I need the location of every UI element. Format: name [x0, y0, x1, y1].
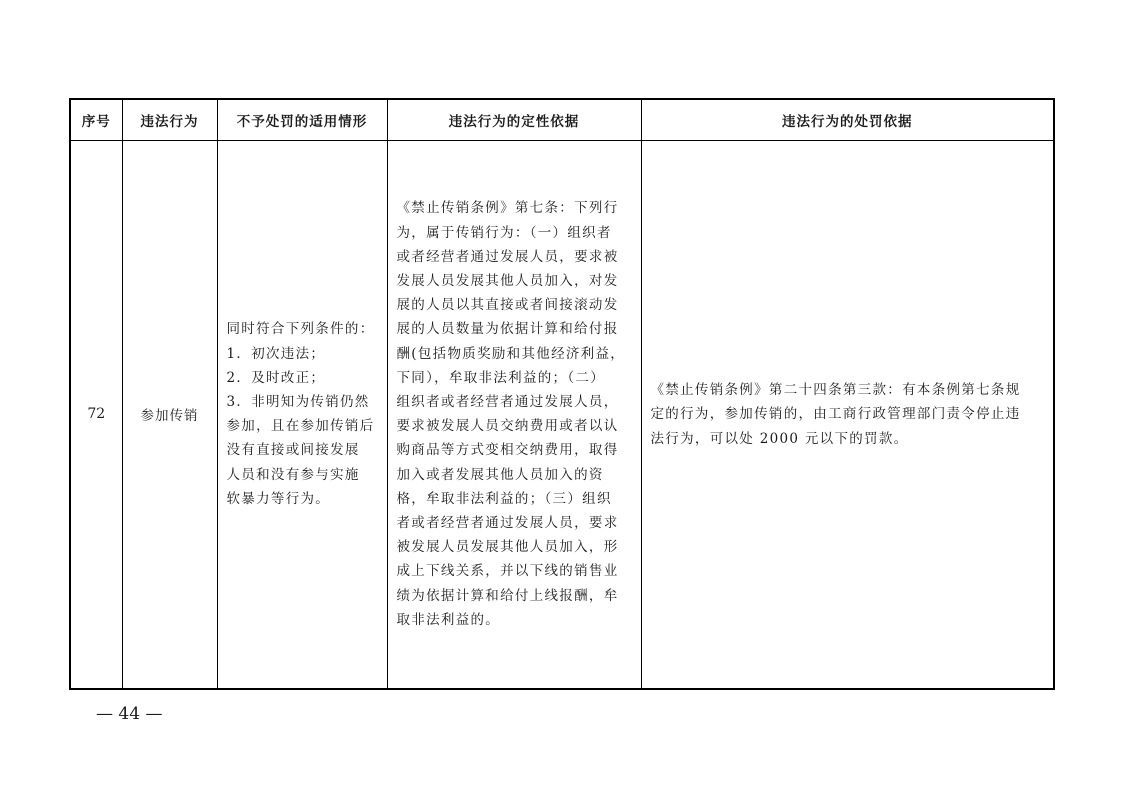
exemption-line: 同时符合下列条件的：	[226, 321, 375, 338]
basis-line: 者或者经营者通过发展人员，要求	[396, 515, 619, 532]
page-number: — 44 —	[96, 704, 163, 724]
penalty-table	[69, 98, 1055, 690]
exemption-line: 3．非明知为传销仍然	[226, 394, 370, 411]
exemption-line: 软暴力等行为。	[226, 490, 331, 507]
table-header-row	[70, 99, 1054, 140]
basis-line: 购商品等方式变相交纳费用，取得	[396, 442, 619, 459]
penalty-line: 法行为，可以处 2000 元以下的罚款。	[650, 430, 909, 447]
header-qualification-basis: 违法行为的定性依据	[387, 99, 641, 140]
exemption-line: 没有直接或间接发展	[226, 442, 360, 459]
row-number: 72	[70, 140, 122, 689]
basis-line: 为，属于传销行为：（一）组织者	[396, 224, 612, 241]
exemption-line: 人员和没有参与实施	[226, 466, 360, 483]
exemption-line: 1．初次违法；	[226, 345, 326, 362]
exemption-line: 参加，且在参加传销后	[226, 418, 375, 435]
header-penalty-basis: 违法行为的处罚依据	[641, 99, 1054, 140]
row-qualification-basis	[387, 140, 641, 689]
basis-line: 发展人员发展其他人员加入，对发	[396, 273, 619, 290]
penalty-line: 定的行为，参加传销的，由工商行政管理部门责令停止违	[650, 406, 1021, 422]
basis-line: 展的人员数量为依据计算和给付报	[396, 321, 619, 338]
header-behavior: 违法行为	[122, 99, 217, 140]
header-exemption: 不予处罚的适用情形	[217, 99, 387, 140]
basis-line: 或者经营者通过发展人员，要求被	[396, 248, 619, 265]
row-penalty-basis	[641, 140, 1054, 689]
basis-line: 酬(包括物质奖励和其他经济利益，	[396, 345, 626, 362]
basis-line: 取非法利益的。	[396, 611, 501, 628]
basis-line: 绩为依据计算和给付上线报酬，牟	[396, 587, 619, 604]
basis-line: 被发展人员发展其他人员加入，形	[396, 539, 619, 556]
basis-line: 《禁止传销条例》第七条：下列行	[396, 200, 619, 217]
basis-line: 格，牟取非法利益的；（三）组织	[396, 490, 612, 507]
basis-line: 下同），牟取非法利益的；（二）	[396, 369, 605, 386]
basis-line: 展的人员以其直接或者间接滚动发	[396, 297, 619, 314]
basis-line: 组织者或者经营者通过发展人员，	[396, 394, 619, 411]
header-number: 序号	[70, 99, 122, 140]
table-row	[70, 140, 1054, 689]
basis-line: 要求被发展人员交纳费用或者以认	[396, 418, 619, 435]
row-exemption	[217, 140, 387, 689]
penalty-line: 《禁止传销条例》第二十四条第三款：有本条例第七条规	[650, 381, 1021, 398]
basis-line: 成上下线关系，并以下线的销售业	[396, 563, 619, 580]
row-behavior: 参加传销	[122, 140, 217, 689]
basis-line: 加入或者发展其他人员加入的资	[396, 466, 604, 483]
exemption-line: 2．及时改正；	[226, 369, 326, 386]
